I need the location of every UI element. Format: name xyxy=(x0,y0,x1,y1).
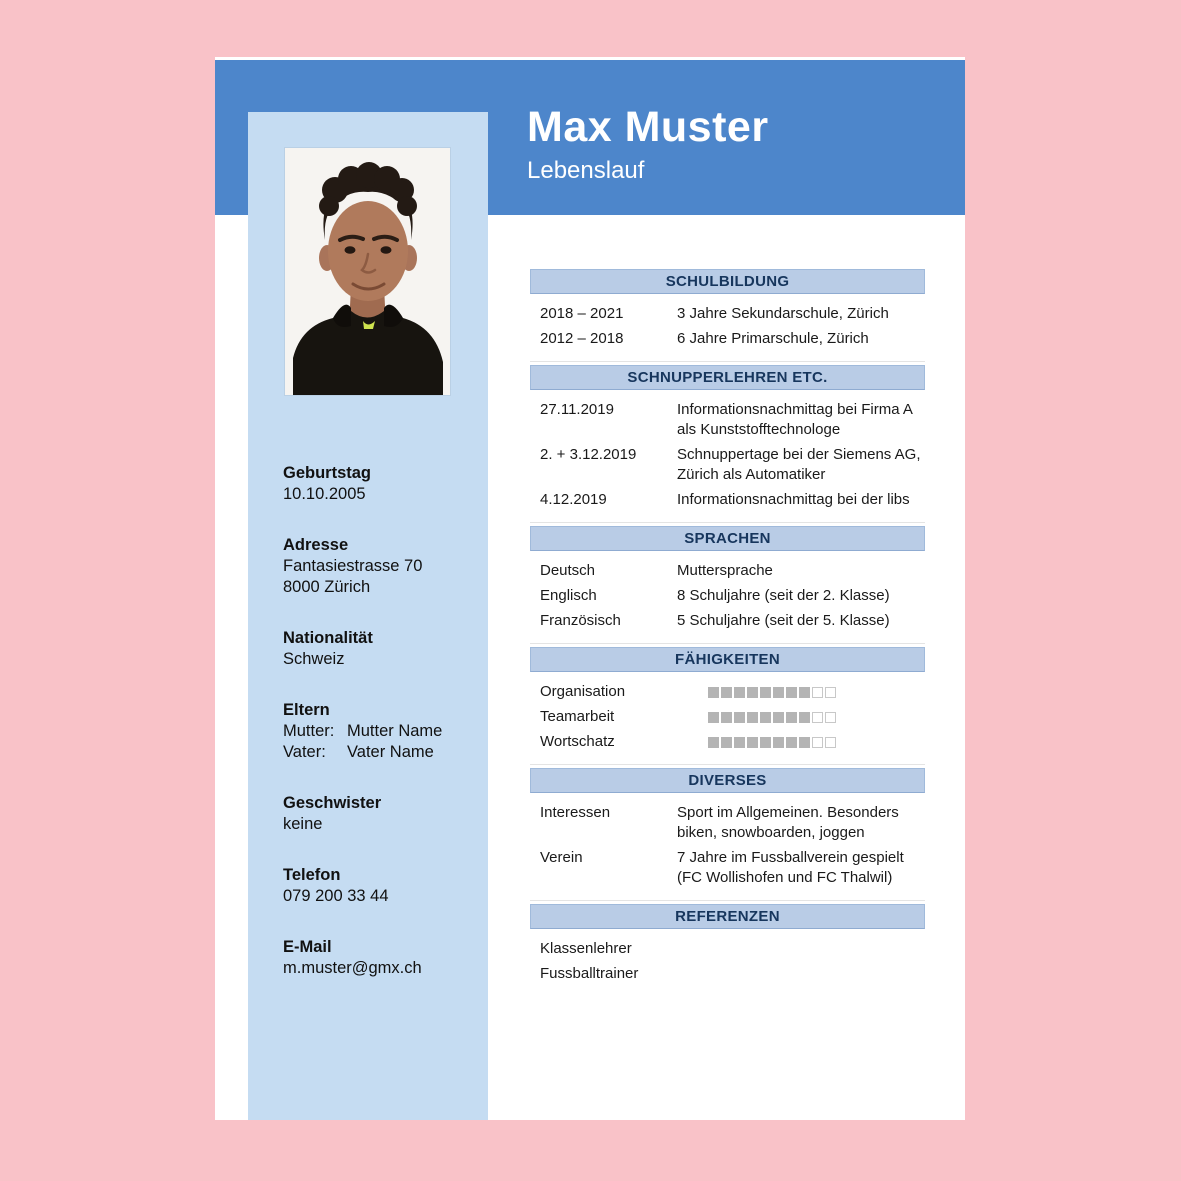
section-sprachen xyxy=(530,522,925,631)
cv-row xyxy=(530,803,925,843)
skill-label: Wortschatz xyxy=(540,733,615,750)
row-description: 6 Jahre Primarschule, Zürich xyxy=(677,330,869,347)
row-date: 4.12.2019 xyxy=(540,491,607,508)
section-rows xyxy=(530,304,925,349)
row-description: Informationsnachmittag bei Firma A als Kunststofftechnologe xyxy=(677,401,913,438)
section-rows xyxy=(530,400,925,510)
skill-square xyxy=(747,712,758,723)
skill-square xyxy=(773,737,784,748)
skill-row xyxy=(530,682,925,702)
info-value: Vater Name xyxy=(347,743,434,761)
skill-square xyxy=(721,687,732,698)
cv-row xyxy=(530,611,925,631)
skill-square xyxy=(812,687,823,698)
skill-row xyxy=(530,732,925,752)
skill-rating xyxy=(708,682,836,702)
section-faehigkeiten xyxy=(530,643,925,752)
info-key: Vater: xyxy=(283,743,326,761)
skill-square xyxy=(760,737,771,748)
skill-label: Teamarbeit xyxy=(540,708,615,725)
cv-row xyxy=(530,561,925,581)
section-header-diverses: DIVERSES xyxy=(530,768,925,793)
info-label: Adresse xyxy=(283,536,349,554)
cv-row xyxy=(530,304,925,324)
info-value: 10.10.2005 xyxy=(283,485,366,503)
personal-info xyxy=(283,463,480,1009)
section-diverses xyxy=(530,764,925,888)
skill-square xyxy=(747,687,758,698)
cv-row xyxy=(530,445,925,485)
info-label: Geburtstag xyxy=(283,464,372,482)
info-label: Nationalität xyxy=(283,629,373,647)
info-group-email xyxy=(283,937,480,979)
skill-square xyxy=(799,737,810,748)
skill-square xyxy=(825,687,836,698)
sidebar xyxy=(248,112,488,1120)
skill-square xyxy=(734,687,745,698)
row-reference: Klassenlehrer xyxy=(540,940,632,957)
portrait-photo xyxy=(285,148,450,395)
skill-square xyxy=(721,712,732,723)
skill-square xyxy=(721,737,732,748)
skill-square xyxy=(786,737,797,748)
cv-row xyxy=(530,848,925,888)
section-header-faehigkeiten: FÄHIGKEITEN xyxy=(530,647,925,672)
row-language: Französisch xyxy=(540,612,621,629)
info-group-adresse xyxy=(283,535,480,598)
skill-square xyxy=(747,737,758,748)
info-kv-row xyxy=(283,742,480,763)
info-value: Fantasiestrasse 70 xyxy=(283,557,423,575)
skill-square xyxy=(760,712,771,723)
row-level: Muttersprache xyxy=(677,562,773,579)
info-value: keine xyxy=(283,815,323,833)
section-header-schnupperlehren: SCHNUPPERLEHREN ETC. xyxy=(530,365,925,390)
row-language: Deutsch xyxy=(540,562,596,579)
row-date: 27.11.2019 xyxy=(540,401,614,418)
section-rows xyxy=(530,803,925,888)
row-language: Englisch xyxy=(540,587,597,604)
section-rows xyxy=(530,939,925,984)
cv-row xyxy=(530,400,925,440)
skill-square xyxy=(799,712,810,723)
cv-main-content xyxy=(530,269,925,996)
row-topic: Interessen xyxy=(540,804,611,821)
info-value: 079 200 33 44 xyxy=(283,887,389,905)
skill-square xyxy=(708,712,719,723)
row-level: 8 Schuljahre (seit der 2. Klasse) xyxy=(677,587,890,604)
skill-square xyxy=(708,687,719,698)
skill-square xyxy=(773,687,784,698)
row-description: Schnuppertage bei der Siemens AG, Zürich als Automatiker xyxy=(677,446,921,483)
cv-page xyxy=(215,57,965,1120)
page-subtitle: Lebenslauf xyxy=(527,157,645,184)
row-topic: Verein xyxy=(540,849,583,866)
skill-square xyxy=(734,712,745,723)
cv-row xyxy=(530,939,925,959)
info-group-nationalitaet xyxy=(283,628,480,670)
skill-square xyxy=(799,687,810,698)
cv-row xyxy=(530,490,925,510)
section-rows xyxy=(530,682,925,752)
section-schulbildung xyxy=(530,269,925,349)
info-group-geschwister xyxy=(283,793,480,835)
skill-square xyxy=(812,737,823,748)
section-referenzen xyxy=(530,900,925,984)
skill-square xyxy=(786,712,797,723)
info-value: 8000 Zürich xyxy=(283,578,371,596)
cv-row xyxy=(530,964,925,984)
info-group-telefon xyxy=(283,865,480,907)
skill-square xyxy=(760,687,771,698)
row-level: 5 Schuljahre (seit der 5. Klasse) xyxy=(677,612,890,629)
info-key: Mutter: xyxy=(283,722,335,740)
skill-square xyxy=(825,712,836,723)
skill-square xyxy=(734,737,745,748)
skill-row xyxy=(530,707,925,727)
info-group-eltern xyxy=(283,700,480,763)
info-label: Telefon xyxy=(283,866,341,884)
info-label: Eltern xyxy=(283,701,330,719)
info-value: Schweiz xyxy=(283,650,345,668)
section-header-sprachen: SPRACHEN xyxy=(530,526,925,551)
row-description: Informationsnachmittag bei der libs xyxy=(677,491,910,508)
skill-label: Organisation xyxy=(540,683,626,700)
row-description: 7 Jahre im Fussballverein gespielt (FC Wollishofen und FC Thalwil) xyxy=(677,849,904,886)
skill-square xyxy=(708,737,719,748)
row-date: 2018 – 2021 xyxy=(540,305,624,322)
skill-square xyxy=(825,737,836,748)
skill-rating xyxy=(708,732,836,752)
skill-square xyxy=(812,712,823,723)
info-group-geburtstag xyxy=(283,463,480,505)
row-description: 3 Jahre Sekundarschule, Zürich xyxy=(677,305,889,322)
section-schnupperlehren xyxy=(530,361,925,510)
info-label: E-Mail xyxy=(283,938,332,956)
section-rows xyxy=(530,561,925,631)
row-reference: Fussballtrainer xyxy=(540,965,639,982)
info-kv-row xyxy=(283,721,480,742)
row-description: Sport im Allgemeinen. Besonders biken, snowboarden, joggen xyxy=(677,804,899,841)
info-value: Mutter Name xyxy=(347,722,443,740)
info-label: Geschwister xyxy=(283,794,382,812)
info-value: m.muster@gmx.ch xyxy=(283,959,422,977)
row-date: 2012 – 2018 xyxy=(540,330,624,347)
cv-row xyxy=(530,586,925,606)
page-title: Max Muster xyxy=(527,103,769,151)
skill-rating xyxy=(708,707,836,727)
row-date: 2. + 3.12.2019 xyxy=(540,446,637,463)
section-header-referenzen: REFERENZEN xyxy=(530,904,925,929)
skill-square xyxy=(773,712,784,723)
cv-row xyxy=(530,329,925,349)
skill-square xyxy=(786,687,797,698)
section-header-schulbildung: SCHULBILDUNG xyxy=(530,269,925,294)
